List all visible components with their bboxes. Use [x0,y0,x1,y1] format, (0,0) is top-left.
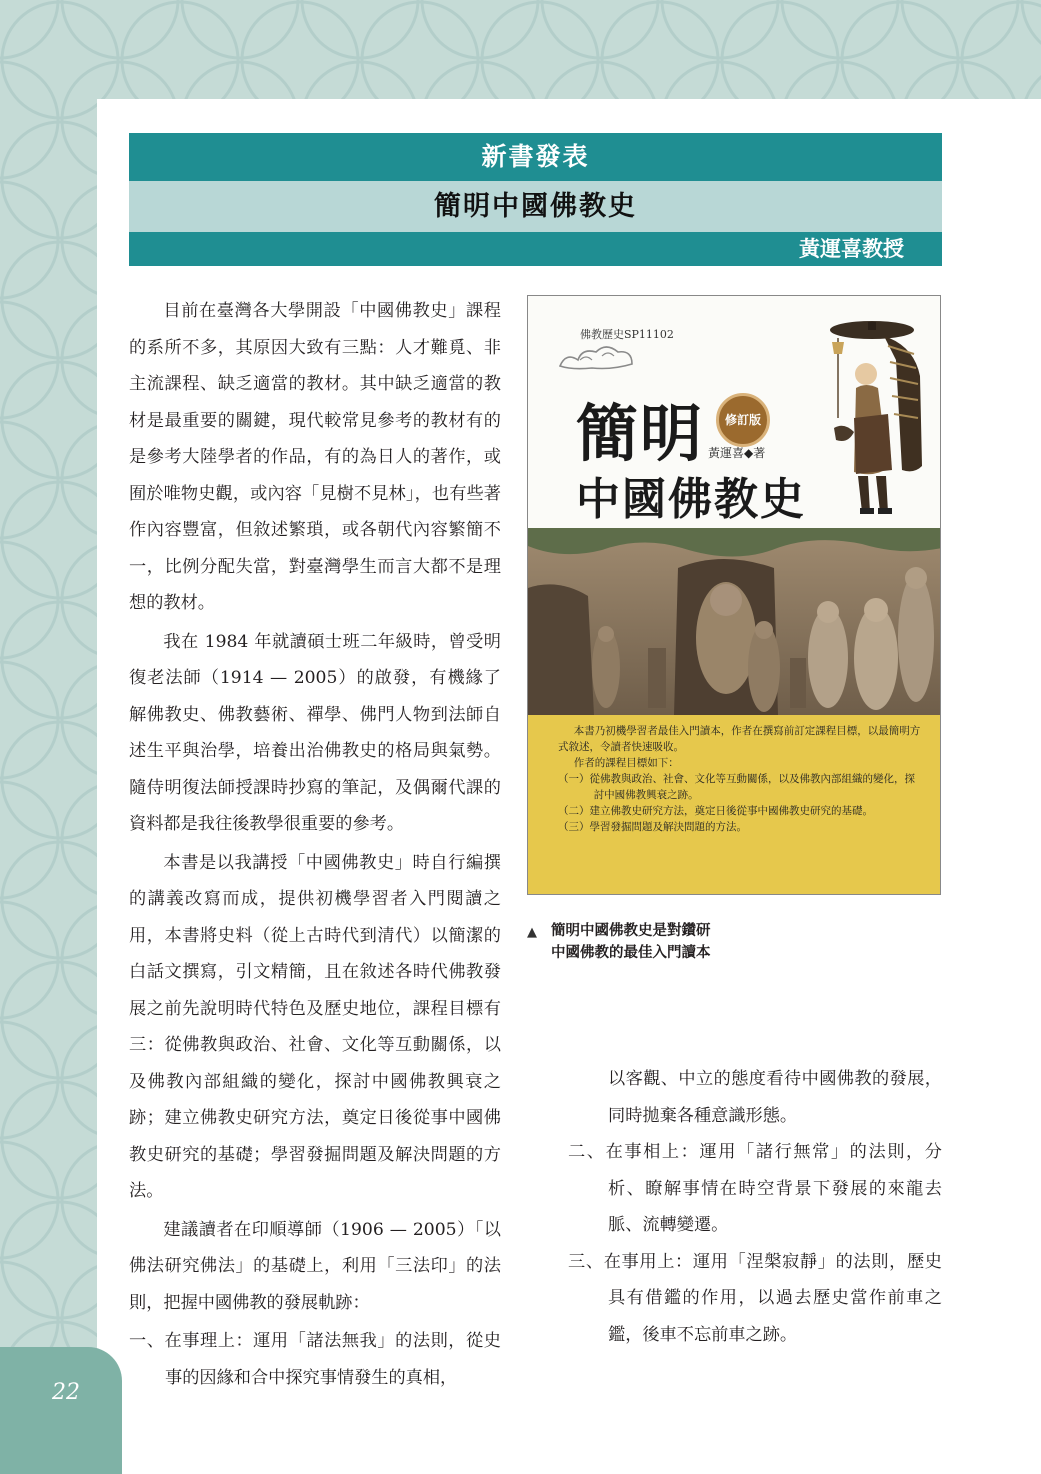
blurb-intro: 本書乃初機學習者最佳入門讀本，作者在撰寫前訂定課程目標，以最簡明方式敘述，令讀者快速吸收。 [558,725,921,753]
article-title: 簡明中國佛教史 [129,181,942,232]
cloud-ornament-icon [550,338,650,378]
list-continuation: 以客觀、中立的態度看待中國佛教的發展，同時拋棄各種意識形態。 [608,1069,942,1126]
blurb-goal: （二）建立佛教史研究方法，奠定日後從事中國佛教史研究的基礎。 [558,805,873,817]
triangle-marker-icon: ▲ [527,925,537,940]
article-author: 黃運喜教授 [129,232,942,266]
traveling-monk-illustration [824,318,929,523]
paragraph: 目前在臺灣各大學開設「中國佛教史」課程的系所不多，其原因大致有三點：人才難覓、非主流課程、缺乏適當的教材。其中缺乏適當的教材是最重要的關鍵，現代較常見參考的教材有的是參考大陸學者的作品，有的為日人的著作，或囿於唯物史觀，或內容「見樹不見林」，也有些著作內容豐富，但敘述繁瑣，或各朝代內容繁簡不一，比例分配失當，對臺灣學生而言大都不是理想的教材。 [129,301,501,613]
section-heading: 新書發表 [129,133,942,181]
cover-series-code: 佛教歷史SP11102 [580,328,674,341]
caption-line: 中國佛教的最佳入門讀本 [551,945,711,961]
list-item [568,1244,942,1354]
list-item [568,1134,942,1244]
cover-title-line1: 簡明 [576,397,705,470]
blurb-goal: （一）從佛教與政治、社會、文化等互動關係，以及佛教內部組織的變化，探討中國佛教興衰之跡。 [558,773,915,801]
revised-edition-badge: 修訂版 [716,393,770,447]
list-number: 一、 [129,1331,165,1351]
cover-title-line2: 中國佛教史 [576,474,806,525]
list-text: 在事理上：運用「諸法無我」的法則，從史事的因緣和合中探究事情發生的真相， [164,1331,501,1388]
paragraph: 本書是以我講授「中國佛教史」時自行編撰的講義改寫而成，提供初機學習者入門閱讀之用，本書將史料（從上古時代到清代）以簡潔的白話文撰寫，引文精簡，且在敘述各時代佛教發展之前先說明時代特色及歷史地位，課程目標有三：從佛教與政治、社會、文化等互動關係，以及佛教內部組織的變化，探討中國佛教興衰之跡；建立佛教史研究方法，奠定日後從事中國佛教史研究的基礎；學習發掘問題及解決問題的方法。 [129,852,501,1201]
cover-author: 黃運喜◆著 [708,446,766,460]
cover-blurb [528,715,941,895]
list-number: 二、 [568,1142,606,1162]
paragraph: 我在 1984 年就讀碩士班二年級時，曾受明復老法師（1914 — 2005）的啟發，有機緣了解佛教史、佛教藝術、禪學、佛門人物到法師自述生平與治學，培養出治佛教史的格局與氣勢。隨侍明復法師授課時抄寫的筆記，及偶爾代課的資料都是我往後教學很重要的參考。 [129,631,501,834]
list-text: 在事相上：運用「諸行無常」的法則，分析、瞭解事情在時空背景下發展的來龍去脈、流轉變遷。 [605,1142,942,1235]
book-cover-image [527,295,941,895]
cave-buddha-photo [528,528,941,715]
right-text-column [568,1061,942,1353]
blurb-goal: （三）學習發掘問題及解決問題的方法。 [558,821,747,833]
page-corner-tab [0,1347,122,1474]
paragraph: 建議讀者在印順導師（1906 — 2005）「以佛法研究佛法」的基礎上，利用「三法印」的法則，把握中國佛教的發展軌跡： [129,1219,501,1313]
caption-line: 簡明中國佛教史是對鑽研 [551,923,711,939]
left-text-column [129,293,501,1398]
blurb-goals-intro: 作者的課程目標如下： [573,757,679,769]
image-caption [527,920,787,964]
page-number: 22 [52,1380,80,1405]
list-item [129,1323,501,1396]
list-text: 在事用上：運用「涅槃寂靜」的法則，歷史具有借鑑的作用，以過去歷史當作前車之鑑，後車不忘前車之跡。 [603,1251,942,1345]
list-number: 三、 [568,1251,604,1272]
